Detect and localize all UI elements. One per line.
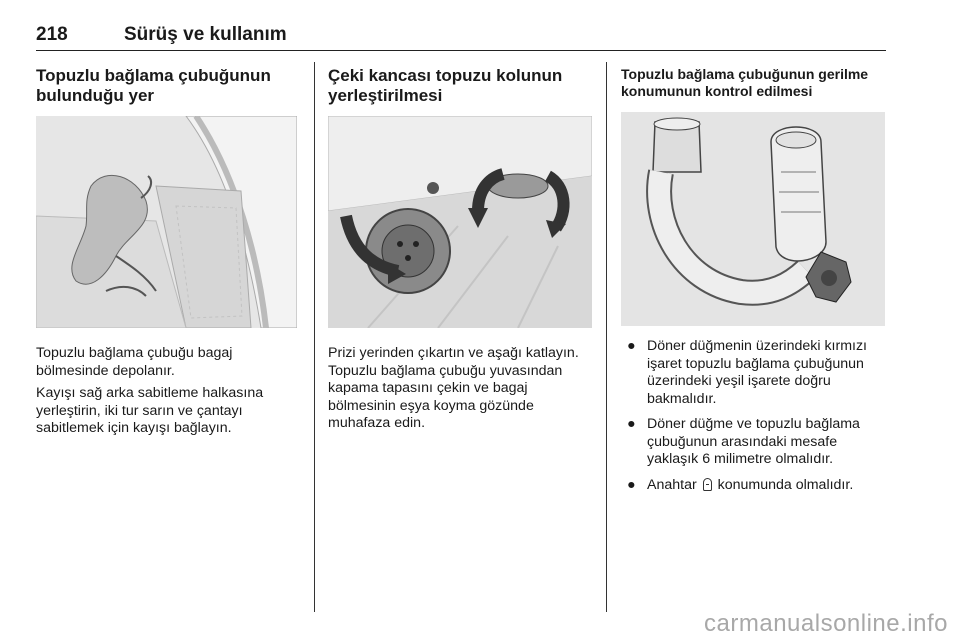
bullet-text: Döner düğmenin üzerindeki kırmızı işaret topuzlu bağlama çubuğunun üzerindeki yeşil işarete doğru bakmalıdır. <box>647 338 868 407</box>
watermark: carmanualsonline.info <box>704 610 948 637</box>
page-header <box>36 10 886 50</box>
section-heading-insertion: Çeki kancası topuzu kolunun yerleştirilmesi <box>328 66 563 105</box>
list-item <box>621 477 887 495</box>
check-list <box>621 338 887 494</box>
column-divider-1 <box>314 62 315 612</box>
insertion-body-text <box>328 345 593 438</box>
key-lock-icon <box>703 478 712 491</box>
page-number: 218 <box>36 24 68 45</box>
column-check <box>621 66 887 100</box>
bullet-icon: ● <box>627 338 636 354</box>
storage-body-text <box>36 345 298 443</box>
section-heading-check: Topuzlu bağlama çubuğunun gerilme konumunun kontrol edilmesi <box>621 66 869 99</box>
storage-paragraph: Kayışı sağ arka sabitleme halkasına yerleştirin, iki tur sarın ve çantayı sabitlemek için kayışı bağlayın. <box>36 385 264 436</box>
column-insertion <box>328 66 593 106</box>
insertion-paragraph: Prizi yerinden çıkartın ve aşağı katlayın. Topuzlu bağlama çubuğu yuvasından kapama tapasını çekin ve bagaj bölmesinin eşya koyma gözünde muhafaza edin. <box>328 345 579 431</box>
socket-illustration <box>328 116 592 328</box>
towbar-illustration <box>621 112 885 326</box>
chapter-title: Sürüş ve kullanım <box>124 24 287 45</box>
column-storage <box>36 66 298 106</box>
bullet-text: konumunda olmalıdır. <box>717 476 854 493</box>
bullet-text: Anahtar <box>647 476 697 493</box>
check-list-area <box>621 338 887 502</box>
storage-illustration <box>36 116 297 328</box>
list-item <box>621 416 887 469</box>
list-item <box>621 338 887 408</box>
column-divider-2 <box>606 62 607 612</box>
bullet-icon: ● <box>627 416 636 432</box>
storage-paragraph: Topuzlu bağlama çubuğu bagaj bölmesinde depolanır. <box>36 345 233 379</box>
header-rule <box>36 50 886 51</box>
section-heading-storage: Topuzlu bağlama çubuğunun bulunduğu yer <box>36 66 271 105</box>
bullet-icon: ● <box>627 476 636 493</box>
bullet-text: Döner düğme ve topuzlu bağlama çubuğunun arasındaki mesafe yaklaşık 6 milimetre olmalıdır. <box>647 416 860 467</box>
